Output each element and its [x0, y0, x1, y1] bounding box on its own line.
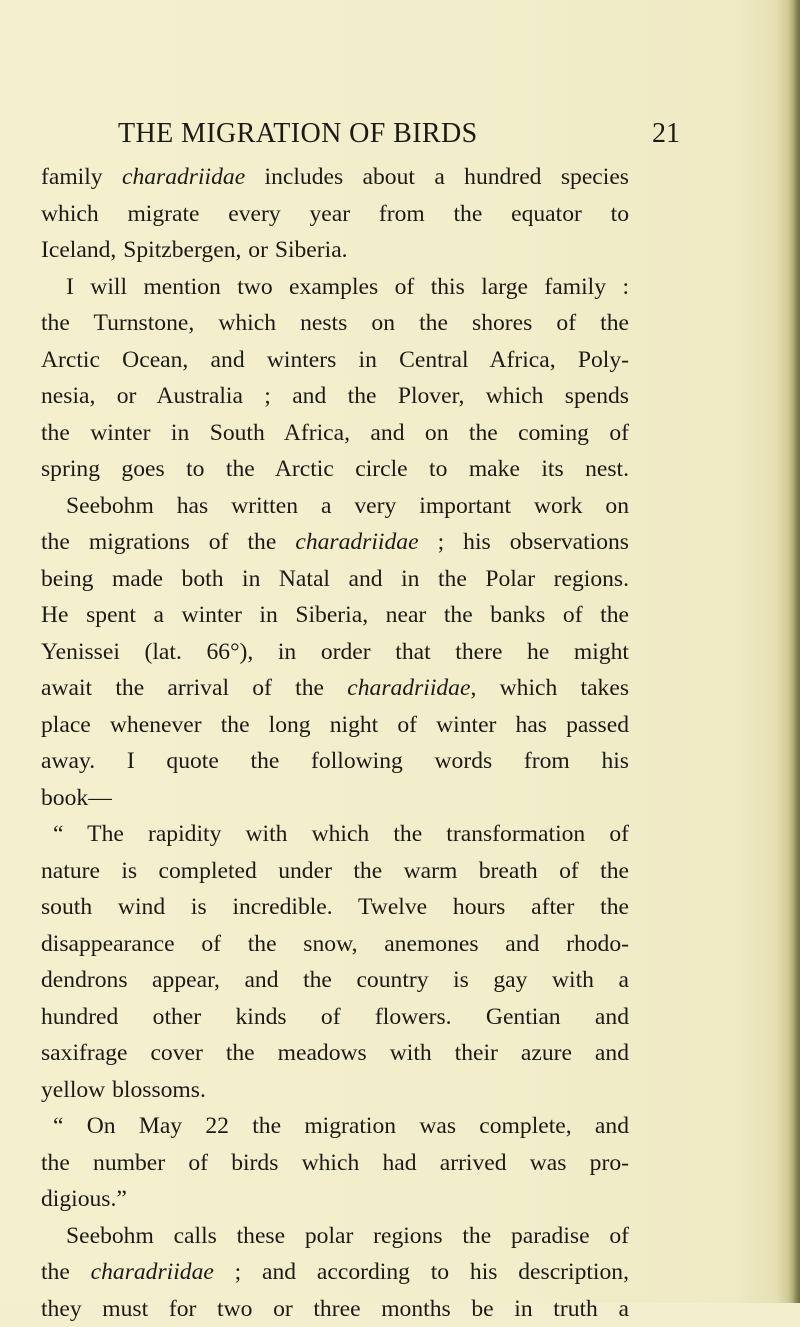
text-line — [41, 634, 629, 671]
text-segment: spring goes to the Arctic circle to make its nest. — [41, 456, 629, 482]
running-head — [118, 116, 680, 152]
text-segment: place whenever the long night of winter has passed — [41, 712, 629, 738]
text-segment: nature is completed under the warm breath of the — [41, 858, 629, 884]
text-segment: Yenissei (lat. 66°), in order that there he might — [41, 639, 629, 665]
text-line — [41, 1291, 629, 1327]
text-segment: ; his observations — [419, 529, 629, 555]
text-segment: book— — [41, 785, 112, 811]
text-segment: ; and according to his description, — [214, 1259, 629, 1285]
text-segment: disappearance of the snow, anemones and rhodo- — [41, 931, 629, 957]
text-line — [41, 597, 629, 634]
text-segment: saxifrage cover the meadows with their azure and — [41, 1040, 629, 1066]
italic-term: charadriidae — [295, 529, 418, 555]
text-segment: nesia, or Australia ; and the Plover, which spends — [41, 383, 629, 409]
italic-term: charadriidae — [347, 675, 470, 701]
text-line — [41, 1218, 629, 1255]
text-segment: yellow blossoms. — [41, 1077, 206, 1103]
text-line — [41, 305, 629, 342]
text-line — [41, 415, 629, 452]
text-line — [41, 962, 629, 999]
text-segment: family — [41, 164, 122, 190]
text-segment: they must for two or three months be in truth a — [41, 1296, 629, 1322]
text-line — [41, 743, 629, 780]
text-line — [41, 196, 629, 233]
text-segment: digious.” — [41, 1186, 127, 1212]
text-line — [41, 670, 629, 707]
body-text — [41, 159, 629, 1327]
text-line — [41, 232, 629, 269]
text-segment: the migrations of the — [41, 529, 295, 555]
text-line — [41, 378, 629, 415]
italic-term: charadriidae — [122, 164, 245, 190]
text-segment: being made both in Natal and in the Polar regions. — [41, 566, 629, 592]
text-segment: the number of birds which had arrived was pro- — [41, 1150, 629, 1176]
text-segment: hundred other kinds of flowers. Gentian and — [41, 1004, 629, 1030]
italic-term: charadriidae — [91, 1259, 214, 1285]
text-line — [41, 561, 629, 598]
text-segment: Seebohm calls these polar regions the paradise of — [66, 1223, 629, 1249]
running-title: THE MIGRATION OF BIRDS — [118, 116, 478, 152]
text-line — [41, 999, 629, 1036]
text-segment: includes about a hundred species — [245, 164, 629, 190]
text-segment: south wind is incredible. Twelve hours after the — [41, 894, 629, 920]
text-line — [41, 451, 629, 488]
text-line — [41, 889, 629, 926]
text-segment: “ The rapidity with which the transformation of — [53, 821, 629, 847]
text-segment: await the arrival of the — [41, 675, 347, 701]
page-number: 21 — [652, 116, 680, 152]
text-line — [41, 1108, 629, 1145]
text-segment: the winter in South Africa, and on the coming of — [41, 420, 629, 446]
text-line — [41, 488, 629, 525]
text-segment: the — [41, 1259, 91, 1285]
text-line — [41, 342, 629, 379]
text-line — [41, 159, 629, 196]
text-line — [41, 926, 629, 963]
text-line — [41, 269, 629, 306]
text-line — [41, 853, 629, 890]
text-segment: Iceland, Spitzbergen, or Siberia. — [41, 237, 348, 263]
page-edge-shadow — [788, 0, 800, 1303]
text-segment: Seebohm has written a very important work on — [66, 493, 629, 519]
text-line — [41, 816, 629, 853]
text-line — [41, 1254, 629, 1291]
text-segment: the Turnstone, which nests on the shores of the — [41, 310, 629, 336]
text-line — [41, 524, 629, 561]
text-line — [41, 1035, 629, 1072]
text-segment: I will mention two examples of this large family : — [66, 274, 629, 300]
text-segment: Arctic Ocean, and winters in Central Africa, Poly- — [41, 347, 629, 373]
text-segment: which migrate every year from the equator to — [41, 201, 629, 227]
text-segment: away. I quote the following words from his — [41, 748, 629, 774]
text-line — [41, 1145, 629, 1182]
text-segment: “ On May 22 the migration was complete, and — [53, 1113, 629, 1139]
text-segment: He spent a winter in Siberia, near the banks of the — [41, 602, 629, 628]
text-segment: dendrons appear, and the country is gay with a — [41, 967, 629, 993]
text-line — [41, 1072, 629, 1109]
text-line — [41, 707, 629, 744]
text-line — [41, 780, 629, 817]
text-segment: , which takes — [470, 675, 629, 701]
text-line — [41, 1181, 629, 1218]
